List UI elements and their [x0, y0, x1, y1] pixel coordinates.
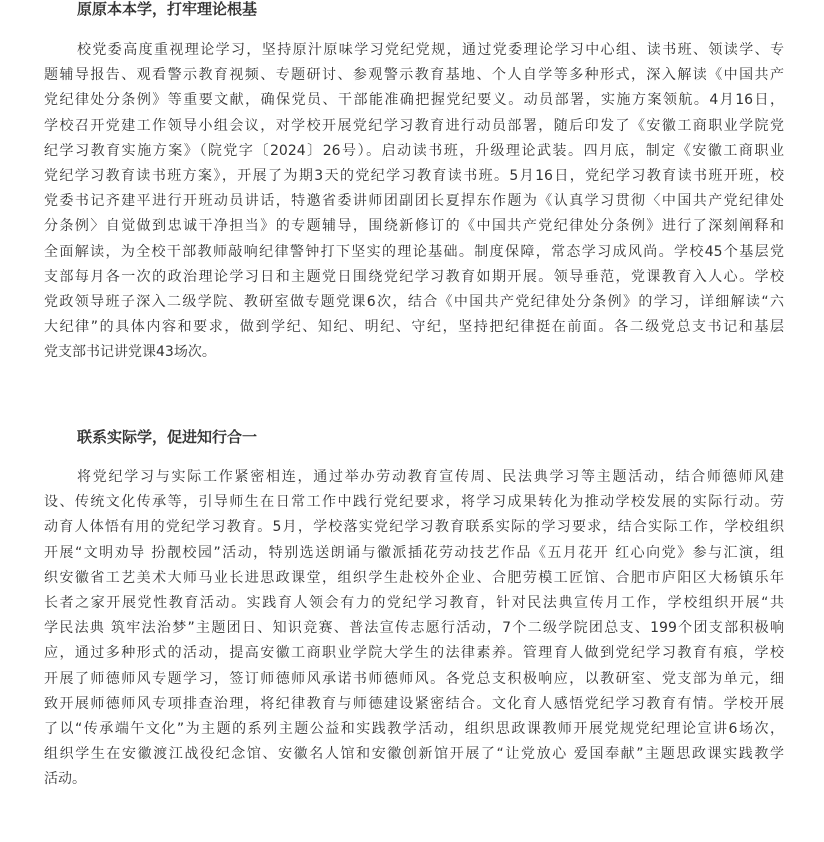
paragraph-line: 党委书记齐建平进行开班动员讲话，特邀省委讲师团副团长夏捍东作题为《认真学习贯彻〈中国共产党纪律处: [44, 193, 784, 210]
paragraph-line: 学校召开党建工作领导小组会议，对学校开展党纪学习教育进行动员部署，随后印发了《安徽工商职业学院党: [44, 117, 784, 134]
section-heading-practice: 联系实际学，促进知行合一: [77, 428, 258, 446]
paragraph-line: 学民法典 筑牢法治梦”主题团日、知识竞赛、普法宣传志愿行活动，7个二级学院团总支、199个团支部积极响: [44, 620, 784, 637]
paragraph-line: 党纪律处分条例》等重要文献，确保党员、干部能准确把握党纪要义。动员部署，实施方案领航。4月16日，: [44, 92, 784, 109]
paragraph-line: 致开展师德师风专项排查治理，将纪律教育与师德建设紧密结合。文化育人感悟党纪学习教育有情。学校开展: [44, 695, 784, 712]
paragraph-line: 织安徽省工艺美术大师马业长进思政课堂，组织学生赴校外企业、合肥劳模工匠馆、合肥市庐阳区大杨镇乐年: [44, 569, 784, 586]
paragraph-line: 全面解读，为全校干部教师敲响纪律警钟打下坚实的理论基础。制度保障，常态学习成风尚。学校45个基层党: [44, 243, 784, 260]
paragraph-line: 应，通过多种形式的活动，提高安徽工商职业学院大学生的法律素养。管理育人做到党纪学习教育有痕，学校: [44, 645, 784, 662]
paragraph-line: 将党纪学习与实际工作紧密相连，通过举办劳动教育宣传周、民法典学习等主题活动，结合师德师风建: [77, 469, 784, 485]
paragraph-line: 活动。: [44, 771, 86, 788]
paragraph-line: 支部每月各一次的政治理论学习日和主题党日围绕党纪学习教育如期开展。领导垂范，党课教育入人心。学校: [44, 268, 784, 285]
paragraph-line: 党政领导班子深入二级学院、教研室做专题党课6次，结合《中国共产党纪律处分条例》的学习，详细解读“六: [44, 293, 784, 310]
paragraph-line: 分条例〉自觉做到忠诚干净担当》的专题辅导，围绕新修订的《中国共产党纪律处分条例》进行了深刻阐释和: [44, 218, 784, 235]
paragraph-line: 题辅导报告、观看警示教育视频、专题研讨、参观警示教育基地、个人自学等多种形式，深入解读《中国共产: [44, 67, 784, 84]
paragraph-line: 动育人体悟有用的党纪学习教育。5月，学校落实党纪学习教育联系实际的学习要求，结合实际工作，学校组织: [44, 519, 784, 536]
paragraph-line: 党支部书记讲党课43场次。: [44, 344, 216, 361]
section-heading-theory: 原原本本学，打牢理论根基: [77, 0, 258, 18]
paragraph-line: 大纪律”的具体内容和要求，做到学纪、知纪、明纪、守纪，坚持把纪律挺在前面。各二级党总支书记和基层: [44, 319, 784, 336]
paragraph-theory-study: [44, 38, 784, 365]
paragraph-line: 组织学生在安徽渡江战役纪念馆、安徽名人馆和安徽创新馆开展了“让党放心 爱国奉献”主题思政课实践教学: [44, 746, 784, 763]
paragraph-practice-study: [44, 465, 784, 792]
paragraph-line: 纪学习教育实施方案》（院党字〔2024〕26号）。启动读书班，升级理论武装。四月底，制定《安徽工商职业: [44, 142, 784, 159]
paragraph-line: 长者之家开展党性教育活动。实践育人领会有力的党纪学习教育，针对民法典宣传月工作，学校组织开展“共: [44, 594, 784, 611]
paragraph-line: 开展了师德师风专题学习，签订师德师风承诺书师德师风。各党总支积极响应，以教研室、党支部为单元，细: [44, 670, 784, 687]
paragraph-line: 了以“传承端午文化”为主题的系列主题公益和实践教学活动，组织思政课教师开展党规党纪理论宣讲6场次，: [44, 720, 784, 737]
paragraph-line: 开展“文明劝导 扮靓校园”活动，特别选送朗诵与徽派插花劳动技艺作品《五月花开 红心向党》参与汇演，组: [44, 544, 784, 561]
paragraph-line: 党纪学习教育读书班方案》，开展了为期3天的党纪学习教育读书班。5月16日，党纪学习教育读书班开班，校: [44, 167, 784, 184]
paragraph-line: 校党委高度重视理论学习，坚持原汁原味学习党纪党规，通过党委理论学习中心组、读书班、领读学、专: [77, 42, 784, 58]
paragraph-line: 设、传统文化传承等，引导师生在日常工作中践行党纪要求，将学习成果转化为推动学校发展的实际行动。劳: [44, 494, 784, 511]
